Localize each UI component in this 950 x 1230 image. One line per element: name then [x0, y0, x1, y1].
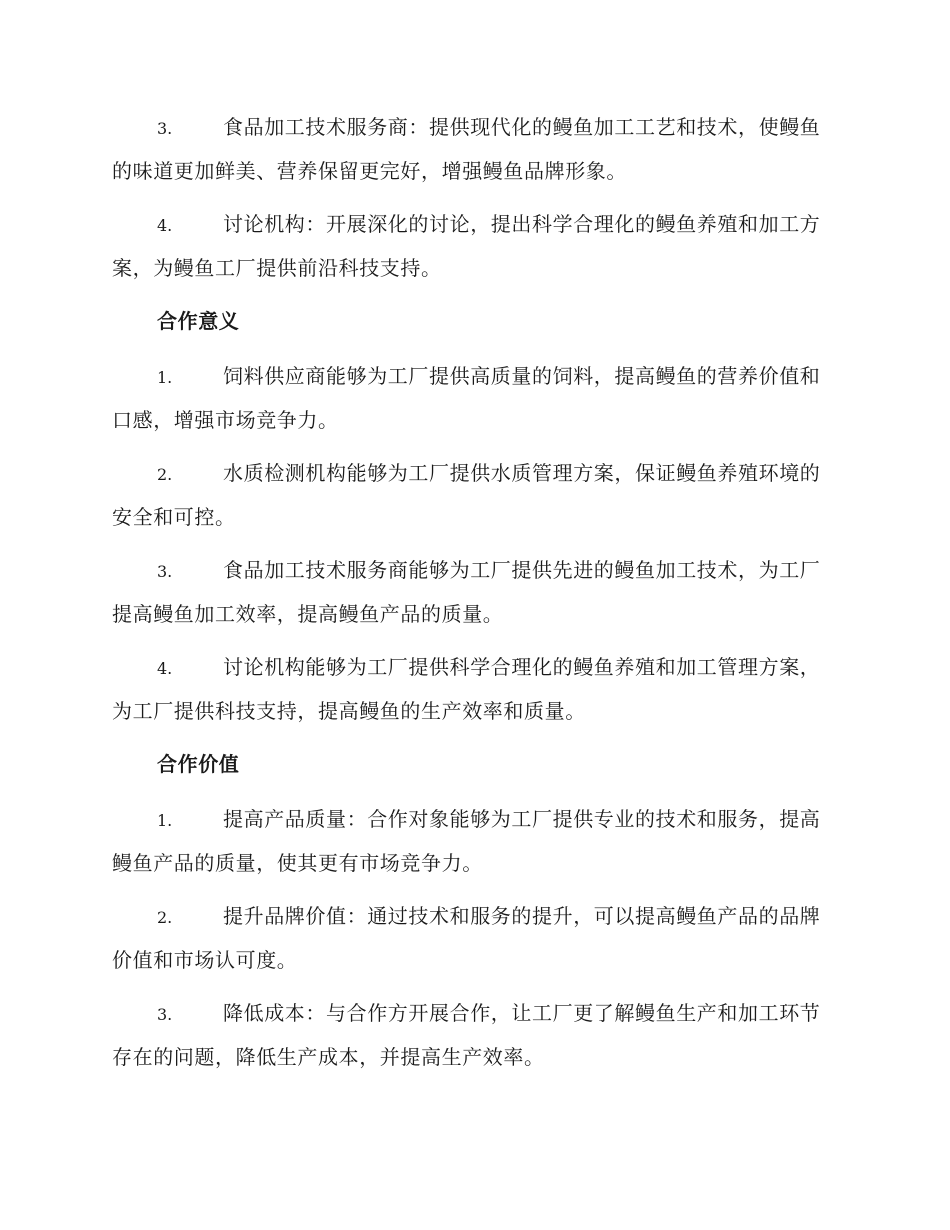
list-text: 讨论机构能够为工厂提供科学合理化的鳗鱼养殖和加工管理方案，为工厂提供科技支持，提高鳗鱼的生产效率和质量。 — [112, 655, 821, 723]
list-item — [112, 452, 832, 538]
list-number: 1. — [157, 368, 173, 387]
section-heading: 合作意义 — [157, 309, 240, 333]
list-item — [112, 549, 832, 635]
list-item — [112, 646, 832, 732]
list-text: 食品加工技术服务商：提供现代化的鳗鱼加工工艺和技术，使鳗鱼的味道更加鲜美、营养保留更完好，增强鳗鱼品牌形象。 — [112, 115, 821, 183]
list-text: 水质检测机构能够为工厂提供水质管理方案，保证鳗鱼养殖环境的安全和可控。 — [112, 461, 821, 529]
list-item — [112, 355, 832, 441]
list-number: 4. — [157, 659, 173, 678]
list-item — [112, 895, 832, 981]
list-text: 降低成本：与合作方开展合作，让工厂更了解鳗鱼生产和加工环节存在的问题，降低生产成本，并提高生产效率。 — [112, 1001, 821, 1069]
list-number: 3. — [157, 562, 173, 581]
list-number: 2. — [157, 908, 173, 927]
list-item — [112, 203, 832, 289]
list-number: 3. — [157, 1005, 173, 1024]
list-number: 4. — [157, 216, 173, 235]
list-item — [112, 992, 832, 1078]
list-text: 食品加工技术服务商能够为工厂提供先进的鳗鱼加工技术，为工厂提高鳗鱼加工效率，提高鳗鱼产品的质量。 — [112, 558, 821, 626]
list-text: 饲料供应商能够为工厂提供高质量的饲料，提高鳗鱼的营养价值和口感，增强市场竞争力。 — [112, 364, 821, 432]
list-number: 3. — [157, 119, 173, 138]
list-text: 提高产品质量：合作对象能够为工厂提供专业的技术和服务，提高鳗鱼产品的质量，使其更有市场竞争力。 — [112, 807, 821, 875]
list-item — [112, 798, 832, 884]
list-number: 1. — [157, 811, 173, 830]
list-item — [112, 106, 832, 192]
section-heading: 合作价值 — [157, 752, 240, 776]
list-text: 讨论机构：开展深化的讨论，提出科学合理化的鳗鱼养殖和加工方案，为鳗鱼工厂提供前沿科技支持。 — [112, 212, 821, 280]
list-number: 2. — [157, 465, 173, 484]
list-text: 提升品牌价值：通过技术和服务的提升，可以提高鳗鱼产品的品牌价值和市场认可度。 — [112, 904, 821, 972]
